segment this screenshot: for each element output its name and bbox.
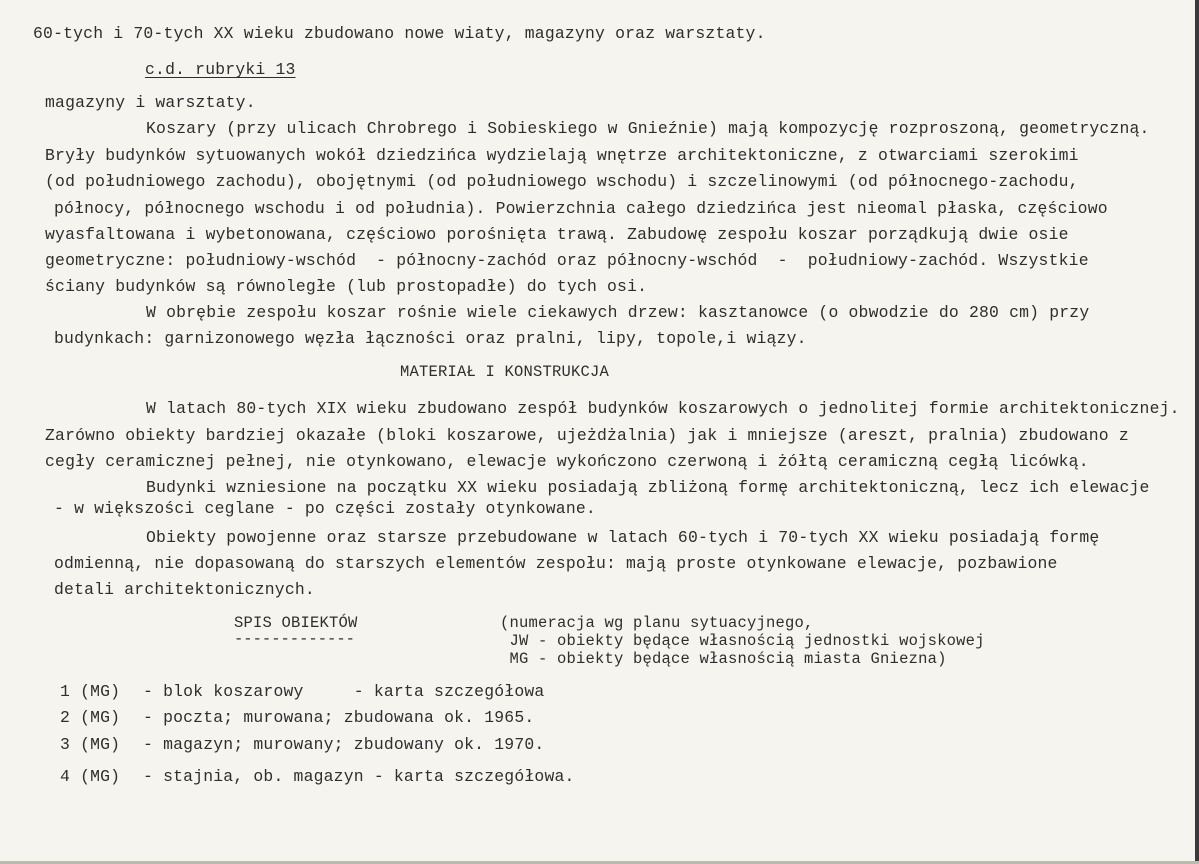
paragraph-line: magazyny i warsztaty.: [45, 93, 256, 112]
paragraph-line: W latach 80-tych XIX wieku zbudowano zespół budynków koszarowych o jednolitej formie architektonicznej.: [146, 399, 1180, 418]
legend-line: MG - obiekty będące własnością miasta Gniezna): [500, 650, 947, 668]
paragraph-line: (od południowego zachodu), obojętnymi (od południowego wschodu) i szczelinowymi (od północnego-zachodu,: [45, 172, 1079, 191]
paragraph-line: Koszary (przy ulicach Chrobrego i Sobieskiego w Gnieźnie) mają kompozycję rozproszoną, geometryczną.: [146, 119, 1150, 138]
section-heading: MATERIAŁ I KONSTRUKCJA: [400, 363, 610, 381]
object-number: 1 (MG): [60, 682, 121, 701]
paragraph-line: - w większości ceglane - po części zostały otynkowane.: [54, 499, 596, 518]
paragraph-line: odmienną, nie dopasowaną do starszych elementów zespołu: mają proste otynkowane elewacje, pozbawione: [54, 554, 1058, 573]
page-edge: [1195, 0, 1199, 864]
legend-line: JW - obiekty będące własnością jednostki wojskowej: [500, 632, 985, 650]
paragraph-line: wyasfaltowana i wybetonowana, częściowo porośnięta trawą. Zabudowę zespołu koszar porządkują dwie osie: [45, 225, 1069, 244]
top-line: 60-tych i 70-tych XX wieku zbudowano nowe wiaty, magazyny oraz warsztaty.: [33, 24, 766, 43]
paragraph-line: budynkach: garnizonowego węzła łączności oraz pralni, lipy, topole,i wiązy.: [54, 329, 807, 348]
spis-heading: SPIS OBIEKTÓW: [234, 614, 358, 632]
paragraph-line: Obiekty powojenne oraz starsze przebudowane w latach 60-tych i 70-tych XX wieku posiadają formę: [146, 528, 1100, 547]
legend-line: (numeracja wg planu sytuacyjnego,: [500, 614, 814, 632]
continuation-label: c.d. rubryki 13: [145, 60, 296, 79]
object-description: - stajnia, ob. magazyn - karta szczegółowa.: [143, 767, 575, 786]
object-number: 3 (MG): [60, 735, 121, 754]
object-description: - magazyn; murowany; zbudowany ok. 1970.: [143, 735, 545, 754]
object-description: - poczta; murowana; zbudowana ok. 1965.: [143, 708, 535, 727]
object-number: 2 (MG): [60, 708, 121, 727]
paragraph-line: cegły ceramicznej pełnej, nie otynkowano, elewacje wykończono czerwoną i żółtą ceramiczną cegłą licówką.: [45, 452, 1089, 471]
spis-underline: -------------: [234, 630, 355, 648]
paragraph-line: Bryły budynków sytuowanych wokół dziedzińca wydzielają wnętrze architektoniczne, z otwarciami szerokimi: [45, 146, 1079, 165]
paragraph-line: ściany budynków są równoległe (lub prostopadłe) do tych osi.: [45, 277, 648, 296]
paragraph-line: detali architektonicznych.: [54, 580, 315, 599]
paragraph-line: Budynki wzniesione na początku XX wieku posiadają zbliżoną formę architektoniczną, lecz ich elewacje: [146, 478, 1150, 497]
paragraph-line: W obrębie zespołu koszar rośnie wiele ciekawych drzew: kasztanowce (o obwodzie do 280 cm) przy: [146, 303, 1090, 322]
paragraph-line: północy, północnego wschodu i od południa). Powierzchnia całego dziedzińca jest nieomal płaska, częściowo: [54, 199, 1108, 218]
paragraph-line: geometryczne: południowy-wschód - północny-zachód oraz północny-wschód - południowy-zachód. Wszystkie: [45, 251, 1089, 270]
object-number: 4 (MG): [60, 767, 121, 786]
object-description: - blok koszarowy - karta szczegółowa: [143, 682, 545, 701]
paragraph-line: Zarówno obiekty bardziej okazałe (bloki koszarowe, ujeżdżalnia) jak i mniejsze (areszt, pralnia) zbudowano z: [45, 426, 1129, 445]
